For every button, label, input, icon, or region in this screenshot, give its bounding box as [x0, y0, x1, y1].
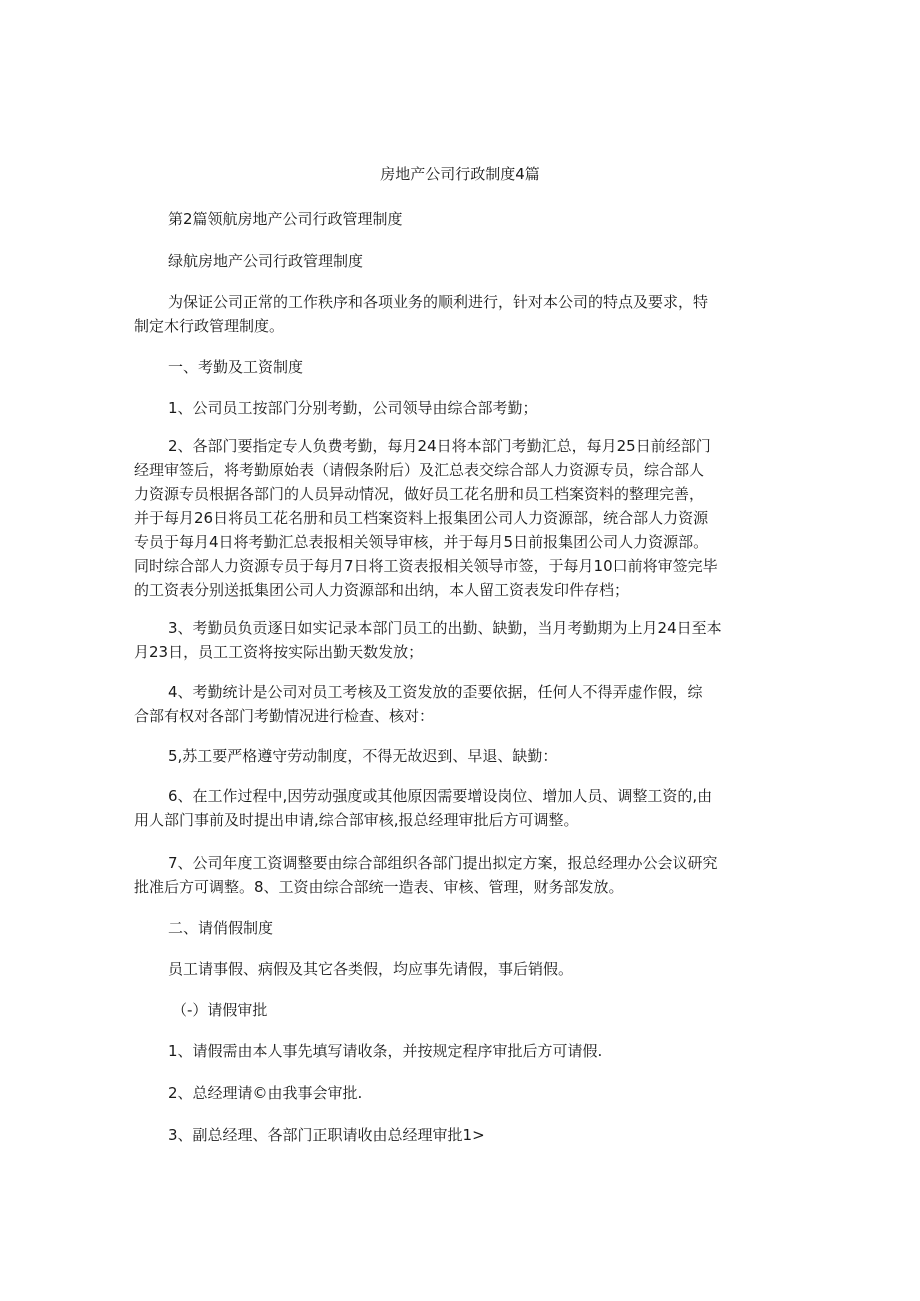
- paragraph-line: 为保证公司正常的工作秩序和各项业务的顺利进行，针对本公司的特点及要求，特: [168, 293, 709, 311]
- paragraph-line: 4、考勤统计是公司对员工考核及工资发放的歪要依据，任何人不得弄虚作假，综: [168, 683, 703, 701]
- regulation-name: 绿航房地产公司行政管理制度: [168, 252, 364, 270]
- subsection-heading-approval: （-）请假审批: [172, 1001, 268, 1019]
- leave-clause-2: 2、总经理请©由我事会审批.: [168, 1084, 363, 1102]
- document-title: 房地产公司行政制度4篇: [380, 165, 540, 183]
- paragraph-line: 合部有权对各部门考勤情况进行检查、核对：: [134, 707, 435, 725]
- section-heading-leave: 二、请俏假制度: [168, 919, 274, 937]
- paragraph-line: 3、考勤员负贡逐日如实记录本部门员工的出勤、缺勤，当月考勤期为上月24日至本: [168, 619, 722, 637]
- paragraph-line: 同时综合部人力资源专员于每月7日将工资表报相关领导市签，于每月10口前将审签完毕: [134, 557, 718, 575]
- paragraph-line: 经理审签后，将考勤原始表（请假条附后）及汇总表交综合部人力资源专员，综合部人: [134, 461, 705, 479]
- paragraph-line: 用人部门事前及时提出申请,综合部审核,报总经理审批后方可调整。: [134, 811, 579, 829]
- paragraph-line: 专员于每月4日将考勤汇总表报相关领导审核，并于每月5日前报集团公司人力资源部。: [134, 533, 709, 551]
- clause-6: [134, 784, 790, 832]
- clause-2: [134, 434, 790, 602]
- paragraph-line: 力资源专员根据各部门的人员异动情况，做好员工花名册和员工档案资料的整理完善，: [134, 485, 705, 503]
- leave-intro: 员工请事假、病假及其它各类假，均应事先请假，事后销假。: [168, 960, 574, 978]
- leave-clause-1: 1、请假需由本人事先填写请收条，并按规定程序审批后方可请假.: [168, 1042, 603, 1060]
- paragraph-line: 的工资表分别送抵集团公司人力资源部和出纳，本人留工资表发印件存档；: [134, 581, 630, 599]
- paragraph-line: 制定木行政管理制度。: [134, 317, 285, 335]
- leave-clause-3: 3、副总经理、各部门正职请收由总经理审批1>: [168, 1126, 485, 1144]
- chapter-heading: 第2篇领航房地产公司行政管理制度: [168, 210, 403, 228]
- intro-paragraph: [134, 290, 790, 338]
- clause-4: [134, 680, 790, 728]
- paragraph-line: 2、各部门要指定专人负费考勤，每月24日将本部门考勤汇总，每月25日前经部门: [168, 437, 711, 455]
- paragraph-line: 6、在工作过程中,因劳动强度或其他原因需要增设岗位、增加人员、调整工资的,由: [168, 787, 713, 805]
- paragraph-line: 7、公司年度工资调整要由综合部组织各部门提出拟定方案，报总经理办公会议研究: [168, 854, 718, 872]
- clause-1: 1、公司员工按部门分别考勤，公司领导由综合部考勤；: [168, 399, 538, 417]
- paragraph-line: 批准后方可调整。8、工资由综合部统一造表、审核、管理，财务部发放。: [134, 878, 624, 896]
- paragraph-line: 月23日，员工工资将按实际出勤天数发放；: [134, 643, 424, 661]
- clause-3: [134, 616, 790, 664]
- clause-5: 5,苏工要严格遵守劳动制度，不得无故迟到、早退、缺勤：: [168, 747, 558, 765]
- section-heading-attendance: 一、考勤及工资制度: [168, 358, 304, 376]
- paragraph-line: 并于每月26日将员工花名册和员工档案资料上报集团公司人力资源部，统合部人力资源: [134, 509, 709, 527]
- clause-7: [134, 851, 790, 899]
